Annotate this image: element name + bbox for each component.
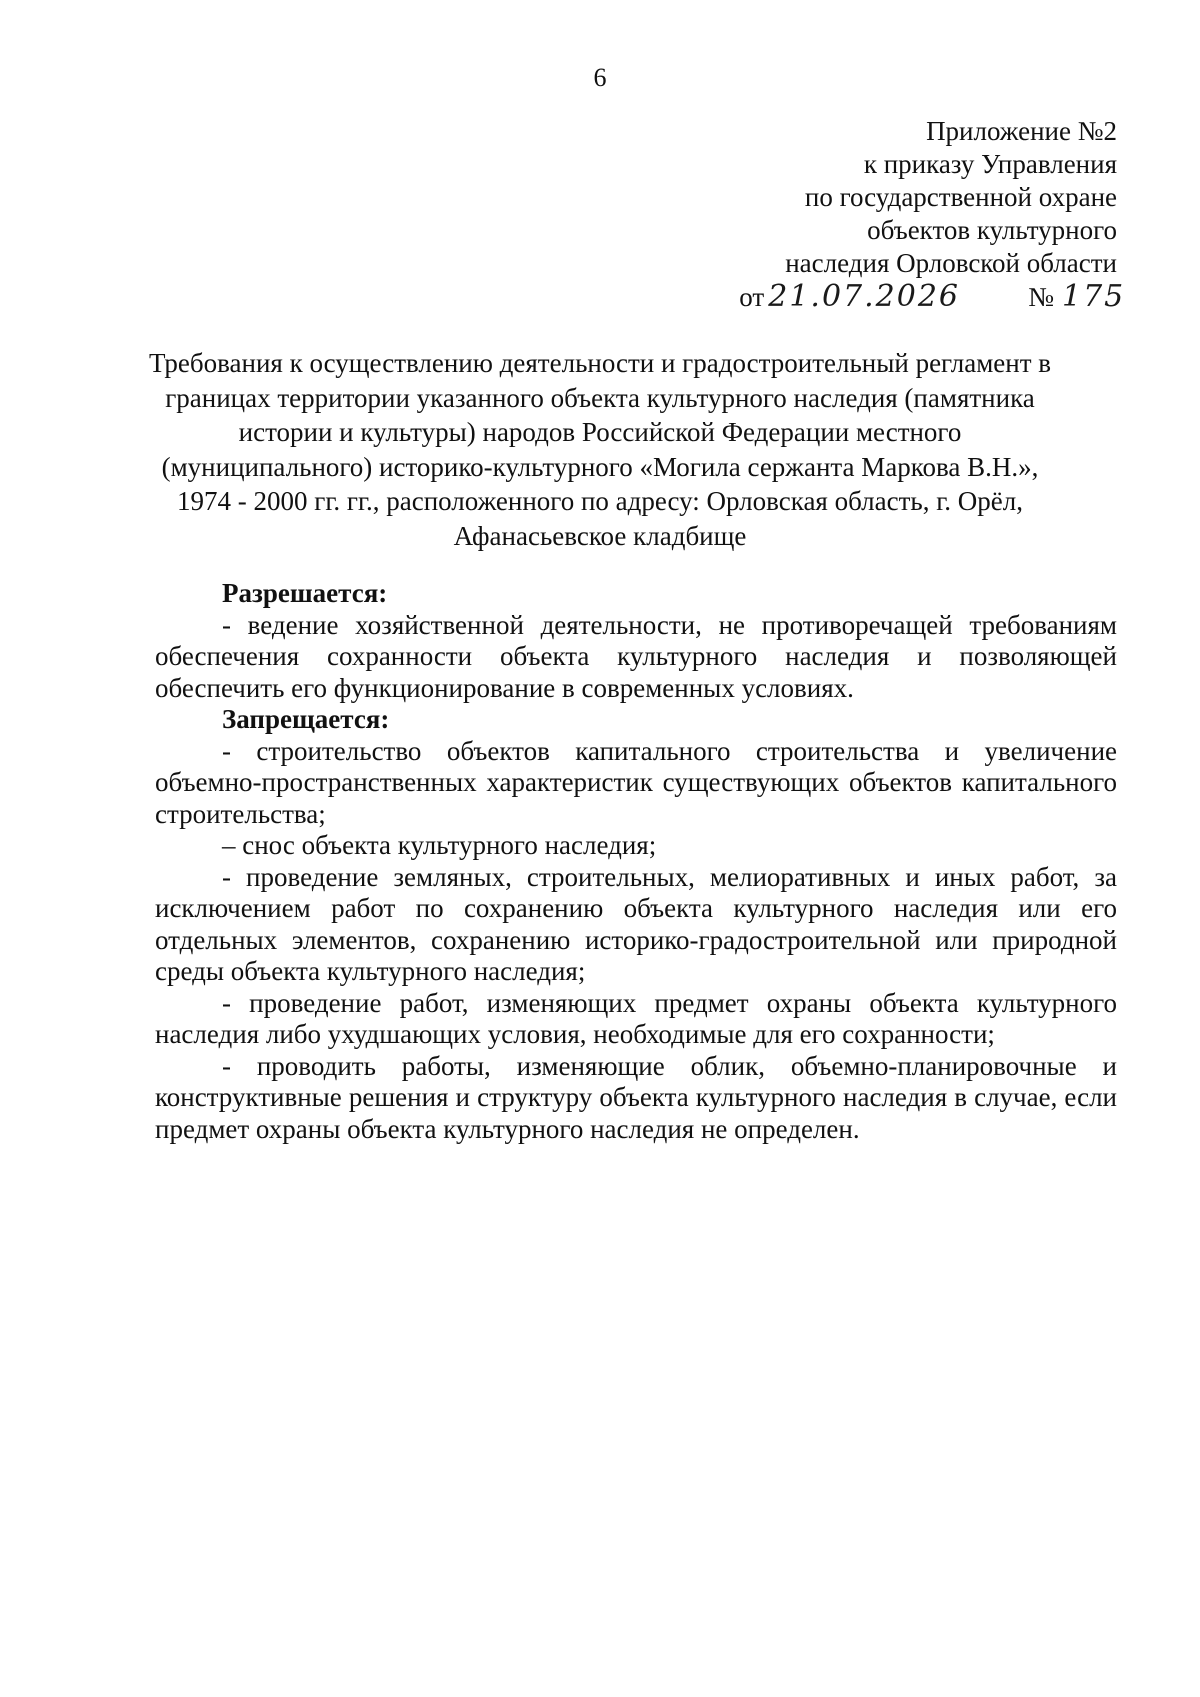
prohibited-item: - проведение работ, изменяющих предмет охраны объекта культурного наследия либо ухудшающих условия, необходимые для его сохранности; <box>155 987 1117 1049</box>
number-label: № <box>1028 282 1054 312</box>
title-line: (муниципального) историко-культурного «Могила сержанта Маркова В.Н.», <box>161 451 1039 482</box>
title-line: границах территории указанного объекта культурного наследия (памятника <box>165 382 1035 413</box>
annex-line: наследия Орловской области <box>785 248 1117 278</box>
order-date-number-line <box>739 279 1126 314</box>
prohibited-item: - строительство объектов капитального строительства и увеличение объемно-пространственных характеристик существующих объектов капитального строительства; <box>155 735 1117 829</box>
prohibited-item: - проведение земляных, строительных, мелиоративных и иных работ, за исключением работ по сохранению объекта культурного наследия или его отдельных элементов, сохранению историко-градостроительной или природной среды объекта культурного наследия; <box>155 861 1117 986</box>
document-title <box>130 346 1070 553</box>
handwritten-date: 21.07.2026 <box>768 279 961 314</box>
prohibited-item: – снос объекта культурного наследия; <box>222 830 657 860</box>
annex-header <box>739 115 1126 314</box>
prohibited-item: - проводить работы, изменяющие облик, объемно-планировочные и конструктивные решения и структуру объекта культурного наследия в случае, если предмет охраны объекта культурного наследия не определен. <box>155 1050 1117 1144</box>
allowed-heading: Разрешается: <box>222 578 388 608</box>
annex-line: Приложение №2 <box>926 116 1117 146</box>
title-line: Афанасьевское кладбище <box>453 520 747 551</box>
annex-line: по государственной охране <box>804 182 1117 212</box>
handwritten-order-number: 175 <box>1062 279 1126 314</box>
allowed-item: - ведение хозяйственной деятельности, не противоречащей требованиям обеспечения сохранности объекта культурного наследия и позволяющей обеспечить его функционирование в современных условиях. <box>155 609 1117 703</box>
document-body <box>155 578 1117 1145</box>
title-line: Требования к осуществлению деятельности и градостроительный регламент в <box>148 348 1052 378</box>
page-number: 6 <box>593 63 607 92</box>
annex-line: к приказу Управления <box>863 149 1117 179</box>
title-line: 1974 - 2000 гг. гг., расположенного по адресу: Орловская область, г. Орёл, <box>177 486 1023 516</box>
annex-line: объектов культурного <box>867 215 1117 245</box>
title-line: истории и культуры) народов Российской Федерации местного <box>238 417 962 447</box>
prohibited-heading: Запрещается: <box>222 704 390 734</box>
date-prefix: от <box>739 282 765 312</box>
